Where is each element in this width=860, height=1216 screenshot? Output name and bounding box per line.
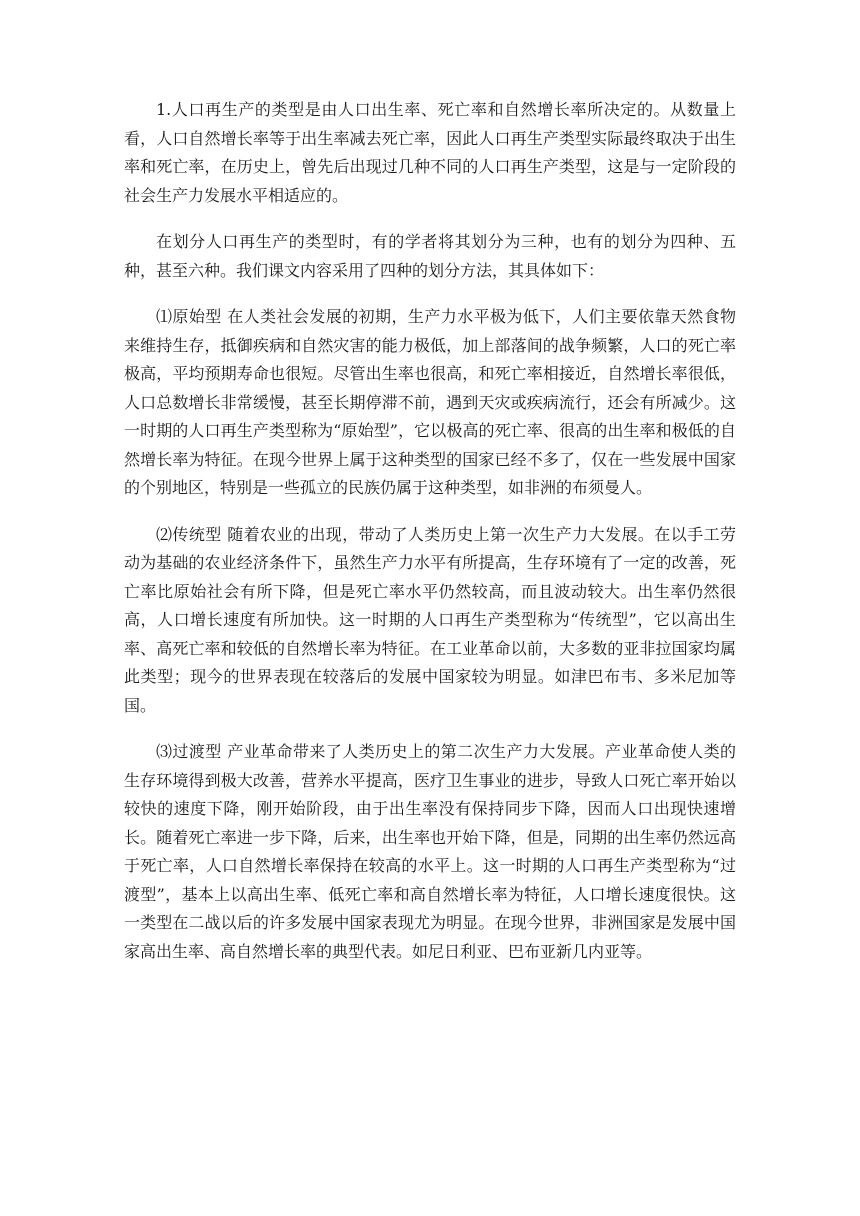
document-page <box>124 96 736 966</box>
paragraph-traditional-type: ⑵传统型 随着农业的出现，带动了人类历史上第一次生产力大发展。在以手工劳动为基础的农业经济条件下，虽然生产力水平有所提高，生存环境有了一定的改善，死亡率比原始社会有所下降，但是死亡率水平仍然较高，而且波动较大。出生率仍然很高，人口增长速度有所加快。这一时期的人口再生产类型称为“传统型”，它以高出生率、高死亡率和较低的自然增长率为特征。在工业革命以前，大多数的亚非拉国家均属此类型；现今的世界表现在较落后的发展中国家较为明显。如津巴布韦、多米尼加等国。 <box>124 524 736 715</box>
paragraph-intro: 1.人口再生产的类型是由人口出生率、死亡率和自然增长率所决定的。从数量上看，人口自然增长率等于出生率减去死亡率，因此人口再生产类型实际最终取决于出生率和死亡率，在历史上，曾先后出现过几种不同的人口再生产类型，这是与一定阶段的社会生产力发展水平相适应的。 <box>124 100 736 205</box>
paragraph-primitive-type: ⑴原始型 在人类社会发展的初期，生产力水平极为低下，人们主要依靠天然食物来维持生存，抵御疾病和自然灾害的能力极低，加上部落间的战争频繁，人口的死亡率极高，平均预期寿命也很短。尽管出生率也很高，和死亡率相接近，自然增长率很低，人口总数增长非常缓慢，甚至长期停滞不前，遇到天灾或疾病流行，还会有所减少。这一时期的人口再生产类型称为“原始型”，它以极高的死亡率、很高的出生率和极低的自然增长率为特征。在现今世界上属于这种类型的国家已经不多了，仅在一些发展中国家的个别地区，特别是一些孤立的民族仍属于这种类型，如非洲的布须曼人。 <box>124 307 736 497</box>
paragraph-classification: 在划分人口再生产的类型时，有的学者将其划分为三种，也有的划分为四种、五种，甚至六种。我们课文内容采用了四种的划分方法，其具体如下： <box>124 232 736 280</box>
paragraph-transitional-type: ⑶过渡型 产业革命带来了人类历史上的第二次生产力大发展。产业革命使人类的生存环境得到极大改善，营养水平提高，医疗卫生事业的进步，导致人口死亡率开始以较快的速度下降，刚开始阶段，由于出生率没有保持同步下降，因而人口出现快速增长。随着死亡率进一步下降，后来，出生率也开始下降，但是，同期的出生率仍然远高于死亡率，人口自然增长率保持在较高的水平上。这一时期的人口再生产类型称为“过渡型”，基本上以高出生率、低死亡率和高自然增长率为特征，人口增长速度很快。这一类型在二战以后的许多发展中国家表现尤为明显。在现今世界，非洲国家是发展中国家高出生率、高自然增长率的典型代表。如尼日利亚、巴布亚新几内亚等。 <box>124 742 736 961</box>
